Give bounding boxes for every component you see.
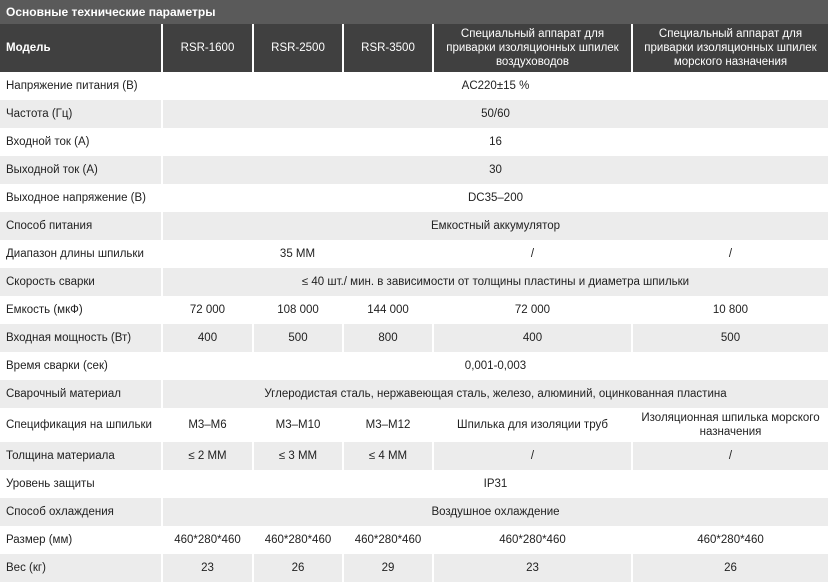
header-rsr-3500: RSR-3500	[342, 24, 432, 72]
cell-value: 460*280*460	[342, 526, 432, 554]
cell-value: 400	[161, 324, 252, 352]
header-rsr-1600: RSR-1600	[161, 24, 252, 72]
row-label: Входной ток (А)	[0, 128, 161, 156]
table-row	[0, 498, 828, 526]
row-label: Время сварки (сек)	[0, 352, 161, 380]
cell-value: 72 000	[161, 296, 252, 324]
cell-value: 23	[161, 554, 252, 582]
header-row	[0, 24, 828, 72]
table-row	[0, 128, 828, 156]
table-row	[0, 324, 828, 352]
cell-value: 16	[161, 128, 828, 156]
header-duct-apparatus: Специальный аппарат для приварки изоляционных шпилек воздуховодов	[432, 24, 631, 72]
row-label: Размер (мм)	[0, 526, 161, 554]
cell-value: /	[631, 240, 828, 268]
cell-value: 10 800	[631, 296, 828, 324]
table-row	[0, 296, 828, 324]
cell-value: 29	[342, 554, 432, 582]
cell-value: ≤ 2 ММ	[161, 442, 252, 470]
cell-value: AC220±15 %	[161, 72, 828, 100]
cell-value: M3–M12	[342, 408, 432, 442]
row-label: Напряжение питания (В)	[0, 72, 161, 100]
cell-value: 30	[161, 156, 828, 184]
cell-value: 23	[432, 554, 631, 582]
cell-value: ≤ 3 ММ	[252, 442, 342, 470]
cell-value: 460*280*460	[252, 526, 342, 554]
cell-value: 460*280*460	[161, 526, 252, 554]
row-label: Вес (кг)	[0, 554, 161, 582]
cell-value: ≤ 4 ММ	[342, 442, 432, 470]
cell-value: 108 000	[252, 296, 342, 324]
cell-value: Воздушное охлаждение	[161, 498, 828, 526]
row-label: Диапазон длины шпильки	[0, 240, 161, 268]
cell-value: 50/60	[161, 100, 828, 128]
cell-value: Углеродистая сталь, нержавеющая сталь, железо, алюминий, оцинкованная пластина	[161, 380, 828, 408]
cell-value: 35 ММ	[161, 240, 432, 268]
cell-value: 500	[631, 324, 828, 352]
cell-value: IP31	[161, 470, 828, 498]
cell-value: /	[631, 442, 828, 470]
cell-value: 800	[342, 324, 432, 352]
cell-value: ≤ 40 шт./ мин. в зависимости от толщины пластины и диаметра шпильки	[161, 268, 828, 296]
table-row	[0, 442, 828, 470]
row-label: Толщина материала	[0, 442, 161, 470]
header-marine-apparatus: Специальный аппарат для приварки изоляционных шпилек морского назначения	[631, 24, 828, 72]
cell-value: Емкостный аккумулятор	[161, 212, 828, 240]
table-row	[0, 380, 828, 408]
cell-value: 460*280*460	[631, 526, 828, 554]
cell-value: 400	[432, 324, 631, 352]
cell-value: /	[432, 442, 631, 470]
cell-value: DC35–200	[161, 184, 828, 212]
table-row	[0, 408, 828, 442]
cell-value: 72 000	[432, 296, 631, 324]
row-label: Спецификация на шпильки	[0, 408, 161, 442]
table-row	[0, 100, 828, 128]
cell-value: 500	[252, 324, 342, 352]
table-row	[0, 72, 828, 100]
table-row	[0, 240, 828, 268]
row-label: Способ питания	[0, 212, 161, 240]
row-label: Скорость сварки	[0, 268, 161, 296]
cell-value: 460*280*460	[432, 526, 631, 554]
row-label: Сварочный материал	[0, 380, 161, 408]
table-row	[0, 184, 828, 212]
table-row	[0, 268, 828, 296]
table-title: Основные технические параметры	[0, 0, 828, 24]
table-row	[0, 554, 828, 582]
cell-value: Изоляционная шпилька морского назначения	[631, 408, 828, 442]
table-row	[0, 526, 828, 554]
cell-value: M3–M10	[252, 408, 342, 442]
cell-value: 26	[252, 554, 342, 582]
cell-value: 0,001-0,003	[161, 352, 828, 380]
header-rsr-2500: RSR-2500	[252, 24, 342, 72]
cell-value: /	[432, 240, 631, 268]
row-label: Входная мощность (Вт)	[0, 324, 161, 352]
row-label: Выходной ток (А)	[0, 156, 161, 184]
cell-value: Шпилька для изоляции труб	[432, 408, 631, 442]
table-row	[0, 352, 828, 380]
table-row	[0, 212, 828, 240]
header-model: Модель	[0, 24, 161, 72]
cell-value: M3–M6	[161, 408, 252, 442]
table-row	[0, 156, 828, 184]
row-label: Способ охлаждения	[0, 498, 161, 526]
row-label: Выходное напряжение (В)	[0, 184, 161, 212]
spec-table	[0, 24, 828, 582]
row-label: Емкость (мкФ)	[0, 296, 161, 324]
cell-value: 144 000	[342, 296, 432, 324]
row-label: Уровень защиты	[0, 470, 161, 498]
cell-value: 26	[631, 554, 828, 582]
row-label: Частота (Гц)	[0, 100, 161, 128]
table-row	[0, 470, 828, 498]
